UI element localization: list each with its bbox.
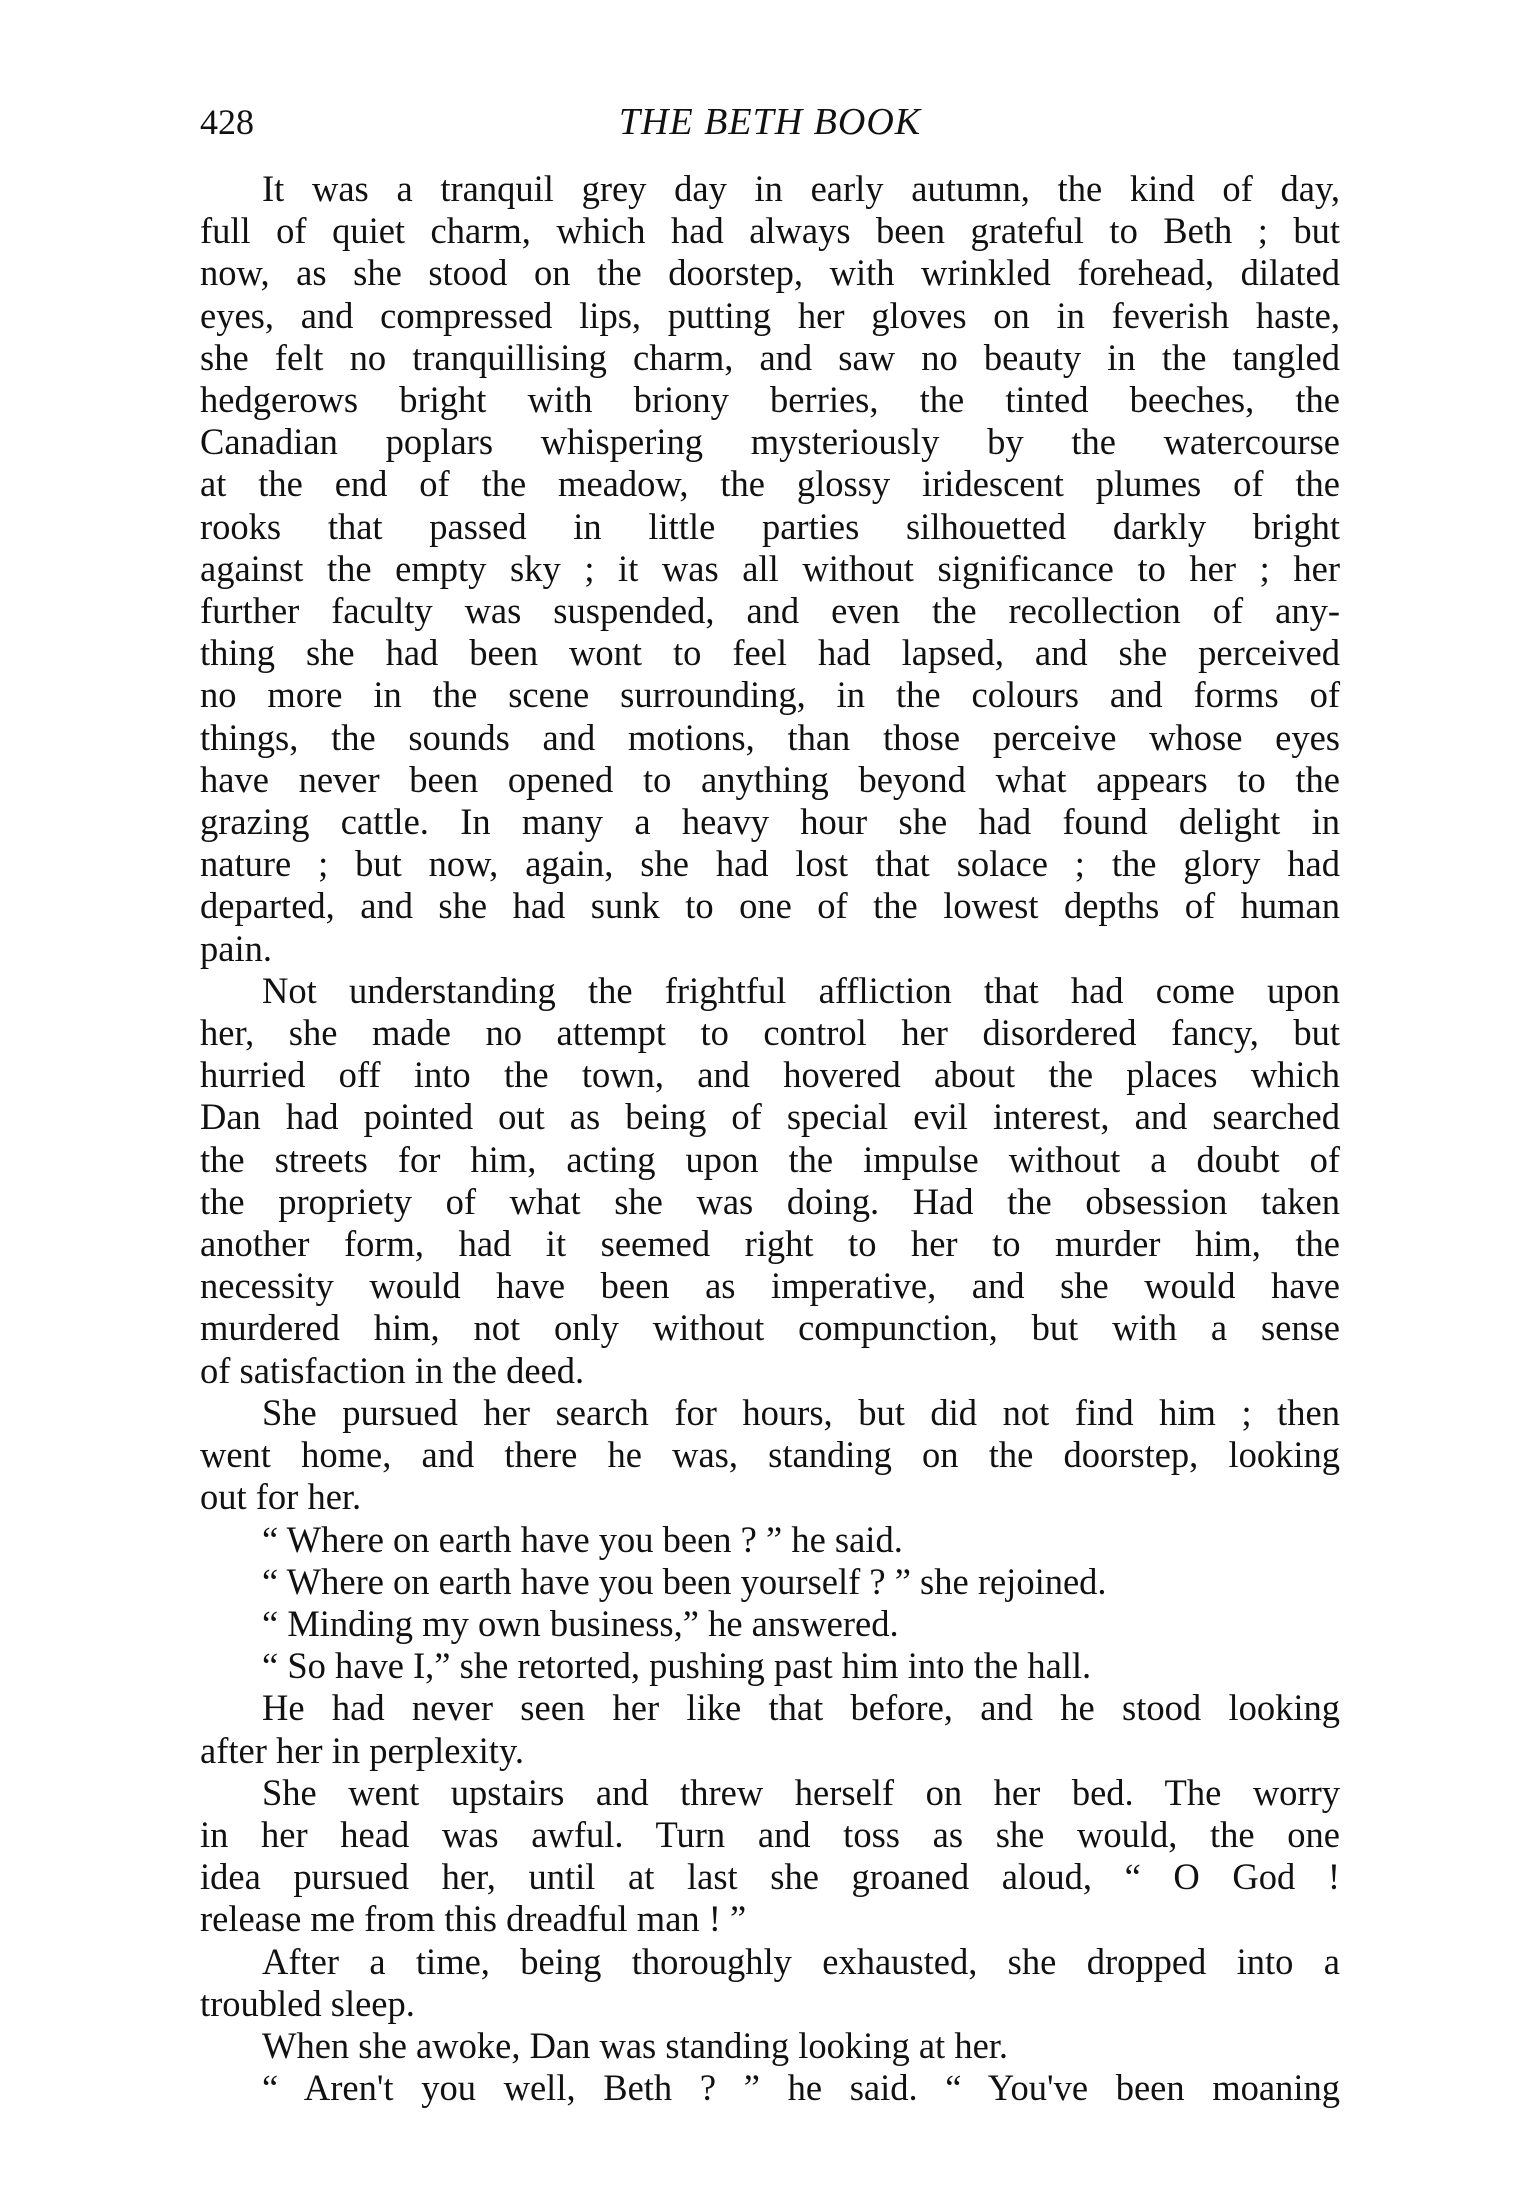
text-line: nature ; but now, again, she had lost that solace ; the glory had [200,843,1340,885]
text-line: the streets for him, acting upon the impulse without a doubt of [200,1138,1340,1180]
paragraph [200,1561,1340,1603]
book-title: THE BETH BOOK [618,101,922,143]
text-line: in her head was awful. Turn and toss as she would, the one [200,1813,1340,1855]
text-line: things, the sounds and motions, than those perceive whose eyes [200,716,1340,758]
text-line: at the end of the meadow, the glossy iridescent plumes of the [200,463,1340,505]
text-line: It was a tranquil grey day in early autumn, the kind of day, [262,168,1340,209]
text-line: the propriety of what she was doing. Had the obsession taken [200,1180,1340,1222]
paragraph [200,970,1340,1392]
text-line: no more in the scene surrounding, in the colours and forms of [200,674,1340,716]
text-line: hurried off into the town, and hovered about the places which [200,1054,1340,1096]
running-head [200,100,1340,160]
text-line: She went upstairs and threw herself on her bed. The worry [262,1771,1340,1813]
text-line: thing she had been wont to feel had lapsed, and she perceived [200,632,1340,674]
text-line: murdered him, not only without compunction, but with a sense [200,1307,1340,1349]
text-line: pain. [200,927,272,969]
page-number: 428 [200,102,254,142]
text-line: Canadian poplars whispering mysteriously by the watercourse [200,421,1340,463]
text-line: she felt no tranquillising charm, and saw no beauty in the tangled [200,336,1340,378]
text-line: Not understanding the frightful affliction that had come upon [262,969,1340,1011]
text-line: He had never seen her like that before, and he stood looking [262,1687,1340,1729]
text-line: “ Where on earth have you been yourself ? ” she rejoined. [262,1560,1107,1602]
paragraph [200,1772,1340,1941]
text-line: her, she made no attempt to control her disordered fancy, but [200,1012,1340,1054]
text-line: further faculty was suspended, and even the recollection of any- [200,590,1340,632]
paragraph [200,1687,1340,1771]
text-line: “ Aren't you well, Beth ? ” he said. “ You've been moaning [262,2067,1340,2109]
text-line: have never been opened to anything beyond what appears to the [200,758,1340,800]
text-line: idea pursued her, until at last she groaned aloud, “ O God ! [200,1856,1340,1898]
text-line: After a time, being thoroughly exhausted, she dropped into a [262,1940,1340,1982]
text-line: eyes, and compressed lips, putting her gloves on in feverish haste, [200,294,1340,336]
text-line: “ Minding my own business,” he answered. [262,1602,899,1644]
text-line: “ Where on earth have you been ? ” he said. [262,1518,903,1560]
paragraph [200,168,1340,970]
paragraph [200,1941,1340,2025]
text-line: departed, and she had sunk to one of the lowest depths of human [200,885,1340,927]
paragraph [200,1519,1340,1561]
text-line: When she awoke, Dan was standing looking at her. [262,2024,1009,2066]
text-line: now, as she stood on the doorstep, with wrinkled forehead, dilated [200,252,1340,294]
text-line: of satisfaction in the deed. [200,1349,585,1391]
text-line: “ So have I,” she retorted, pushing past him into the hall. [262,1645,1092,1687]
text-line: hedgerows bright with briony berries, the tinted beeches, the [200,379,1340,421]
text-line: another form, had it seemed right to her to murder him, the [200,1223,1340,1265]
body-text [200,168,1340,2109]
text-line: Dan had pointed out as being of special evil interest, and searched [200,1096,1340,1138]
paragraph [200,1645,1340,1687]
text-line: grazing cattle. In many a heavy hour she had found delight in [200,801,1340,843]
text-line: necessity would have been as imperative, and she would have [200,1265,1340,1307]
text-line: rooks that passed in little parties silhouetted darkly bright [200,505,1340,547]
text-line: She pursued her search for hours, but did not find him ; then [262,1391,1340,1433]
paragraph [200,2067,1340,2109]
paragraph [200,2025,1340,2067]
text-line: out for her. [200,1476,362,1518]
text-line: after her in perplexity. [200,1729,524,1771]
text-line: full of quiet charm, which had always been grateful to Beth ; but [200,210,1340,252]
text-line: troubled sleep. [200,1982,415,2024]
paragraph [200,1603,1340,1645]
text-line: against the empty sky ; it was all without significance to her ; her [200,547,1340,589]
text-line: release me from this dreadful man ! ” [200,1898,747,1940]
text-line: went home, and there he was, standing on the doorstep, looking [200,1434,1340,1476]
paragraph [200,1392,1340,1519]
